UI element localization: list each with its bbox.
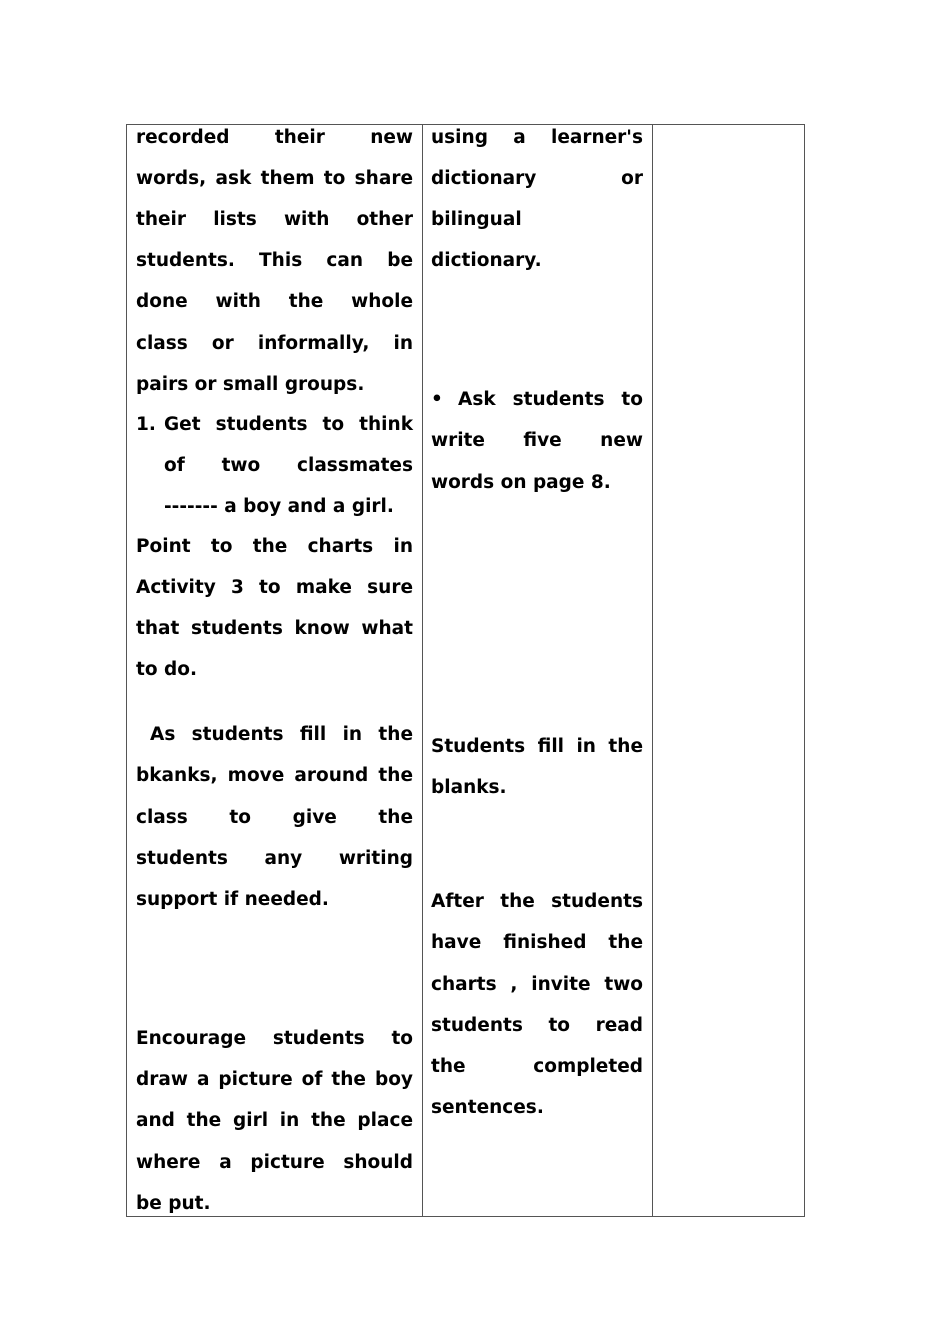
col1-p1-line: words, ask them to share [136,168,413,189]
col1-list-line: of two classmates [164,455,413,476]
col1-p3-line: class to give the [136,807,413,828]
col2-p4-line: students to read [431,1015,643,1036]
col2-p3-line: blanks. [431,777,507,798]
col1-p3-line: support if needed. [136,889,329,910]
col1-p1-line: done with the whole [136,291,413,312]
col2-p4-line: charts , invite two [431,974,643,995]
col1-p3-line: As students fill in the [150,724,413,745]
column-divider-1 [422,124,423,1217]
col1-list-line: Get students to think [164,414,413,435]
col2-p1-line: using a learner's [431,127,643,148]
col1-p1-line: pairs or small groups. [136,374,365,395]
col1-p2-line: to do. [136,659,197,680]
col1-p3-line: bkanks, move around the [136,765,413,786]
list-number: 1. [136,414,156,435]
col1-p2-line: Activity 3 to make sure [136,577,413,598]
col2-p4-line: the completed [431,1056,643,1077]
col1-p4-line: Encourage students to [136,1028,413,1049]
col1-p1-line: class or informally, in [136,333,413,354]
col2-p2-line: Ask students to [458,389,643,410]
col1-p1-line: their lists with other [136,209,413,230]
col2-p4-line: have finished the [431,932,643,953]
col2-p1-line: dictionary. [431,250,542,271]
col2-p1-line: bilingual [431,209,522,230]
col1-list-line: ------- a boy and a girl. [164,496,394,517]
col1-p2-line: that students know what [136,618,413,639]
bullet-icon: • [431,389,443,410]
col1-p2-line: Point to the charts in [136,536,413,557]
column-divider-2 [652,124,653,1217]
col2-p4-line: sentences. [431,1097,544,1118]
col1-p3-line: students any writing [136,848,413,869]
col2-p3-line: Students fill in the [431,736,643,757]
col1-p4-line: draw a picture of the boy [136,1069,413,1090]
col2-p4-line: After the students [431,891,643,912]
col2-p1-line: dictionary or [431,168,643,189]
col2-p2-line: write five new [431,430,643,451]
col1-p4-line: where a picture should [136,1152,413,1173]
col1-p1-line: recorded their new [136,127,413,148]
col1-p4-line: and the girl in the place [136,1110,413,1131]
col1-p1-line: students. This can be [136,250,413,271]
col1-p4-line: be put. [136,1193,211,1214]
col2-p2-line: words on page 8. [431,472,611,493]
